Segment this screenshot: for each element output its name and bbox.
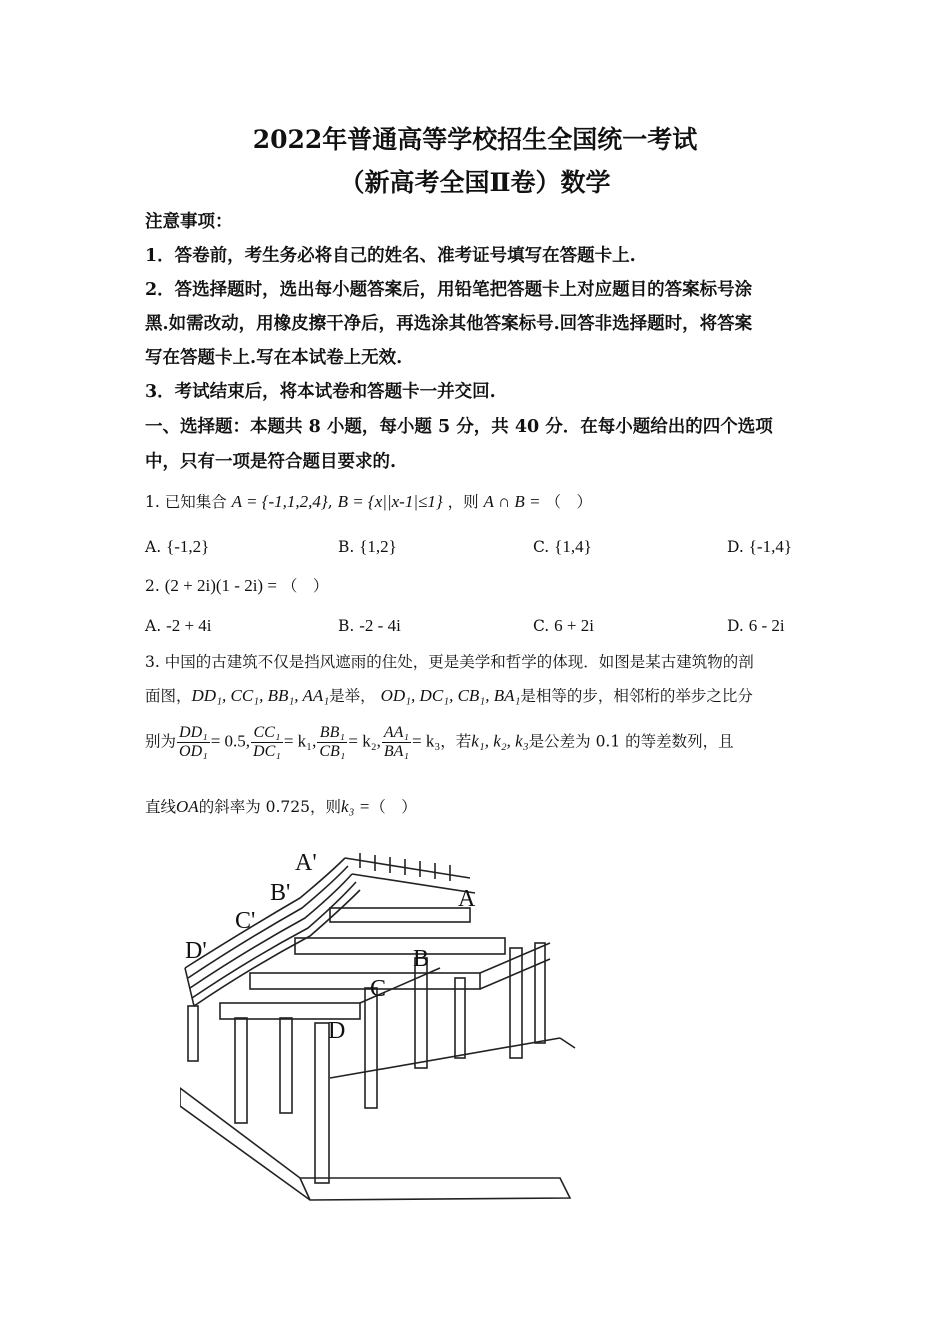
- section-heading-line-2: 中，只有一项是符合题目要求的.: [145, 452, 397, 472]
- q2-option-a[interactable]: A. -2 + 4i: [145, 616, 212, 635]
- q1-option-a[interactable]: A. {-1,2}: [145, 537, 210, 556]
- exam-title: 2022年普通高等学校招生全国统一考试: [252, 125, 698, 154]
- q1-set-a: A = {-1,1,2,4}: [231, 492, 328, 511]
- q3-line-oa: OA: [176, 797, 199, 816]
- q2-expr: (2 + 2i)(1 - 2i) =: [164, 576, 277, 595]
- q3-line-3: 别为 $\frac{\text{DD₁}}{\text{OD₁}}$ = 0.5, $\frac{\text{CC₁}}{\text{DC₁}}$ = k₁, $\frac{\text{BB₁}}{\text{CB₁}}$ = k₂, $\frac{\text{AA₁}}{\text{BA₁}}$ = k₃，若k₁, k₂, k₃是公差为 0.1 的等差数列，且: [145, 724, 734, 760]
- figure-label-d: D: [328, 1018, 346, 1044]
- q1-set-b: B = {x||x-1|≤1}: [337, 492, 443, 511]
- note-item-2-line-2: 黑.如需改动，用橡皮擦干净后，再选涂其他答案标号.回答非选择题时，将答案: [145, 314, 753, 334]
- q2-option-c[interactable]: C. 6 + 2i: [533, 616, 594, 635]
- notes-heading: 注意事项：: [145, 212, 233, 232]
- q3-frac-2: $\frac{\text{CC₁}}{\text{DC₁}}$: [253, 724, 281, 760]
- q3-frac-3: $\frac{\text{BB₁}}{\text{CB₁}}$: [319, 724, 346, 760]
- question-2: [145, 574, 328, 596]
- q3-k-list: k₁, k₂, k₃: [471, 731, 529, 751]
- q2-paren: （ ）: [281, 577, 329, 595]
- q1-then: ，则: [447, 493, 479, 511]
- figure-label-a-prime: A': [295, 850, 317, 876]
- figure-label-a: A: [458, 886, 476, 912]
- figure-label-c-prime: C': [235, 908, 256, 934]
- q1-option-d[interactable]: D. {-1,4}: [727, 537, 792, 556]
- note-item-3: 3．考试结束后，将本试卷和答题卡一并交回.: [145, 382, 496, 402]
- q1-paren: （ ）: [545, 493, 592, 511]
- q2-option-d[interactable]: D. 6 - 2i: [727, 616, 785, 635]
- note-item-2-line-3: 写在答题卡上.写在本试卷上无效.: [145, 348, 403, 368]
- question-1: 1. 已知集合 A = {-1,1,2,4}, B = {x||x-1|≤1} ，则 A ∩ B = （ ）: [145, 492, 592, 511]
- section-heading-line-1: 一、选择题：本题共 8 小题，每小题 5 分，共 40 分．在每小题给出的四个选项: [145, 417, 773, 437]
- q2-prefix: 2.: [145, 577, 160, 595]
- q2-option-b[interactable]: B. -2 - 4i: [338, 616, 401, 635]
- q1-expr: A ∩ B =: [483, 492, 541, 511]
- q3-steps: OD₁, DC₁, CB₁, BA₁: [380, 686, 521, 705]
- note-item-1: 1．答卷前，考生务必将自己的姓名、准考证号填写在答题卡上.: [145, 246, 636, 266]
- q3-frac-1: $\frac{\text{DD₁}}{\text{OD₁}}$: [179, 724, 208, 760]
- q3-frac-4: $\frac{\text{AA₁}}{\text{BA₁}}$: [383, 724, 409, 760]
- q1-option-c[interactable]: C. {1,4}: [533, 537, 592, 556]
- q3-line-4: 直线OA的斜率为 0.725，则k₃ =（ ）: [145, 797, 417, 816]
- exam-subtitle: （新高考全国Ⅱ卷）数学: [339, 168, 611, 197]
- q3-line-2: 面图，DD₁, CC₁, BB₁, AA₁是举， OD₁, DC₁, CB₁, BA₁是相等的步，相邻桁的举步之比分: [145, 686, 753, 705]
- q3-line-1: 3. 中国的古建筑不仅是挡风遮雨的住处，更是美学和哲学的体现．如图是某古建筑物的剖: [145, 653, 754, 671]
- q3-rises: DD₁, CC₁, BB₁, AA₁: [191, 686, 330, 705]
- figure-label-c: C: [370, 976, 387, 1002]
- figure-label-b-prime: B': [270, 880, 291, 906]
- q1-prefix: 1. 已知集合: [145, 493, 227, 511]
- figure-label-b: B: [413, 946, 430, 972]
- note-item-2-line-1: 2．答选择题时，选出每小题答案后，用铅笔把答题卡上对应题目的答案标号涂: [145, 280, 753, 300]
- figure-label-d-prime: D': [185, 938, 207, 964]
- q1-option-b[interactable]: B. {1,2}: [338, 537, 397, 556]
- ancient-building-figure: [180, 838, 580, 1203]
- q3-k3: k₃ =: [341, 797, 371, 816]
